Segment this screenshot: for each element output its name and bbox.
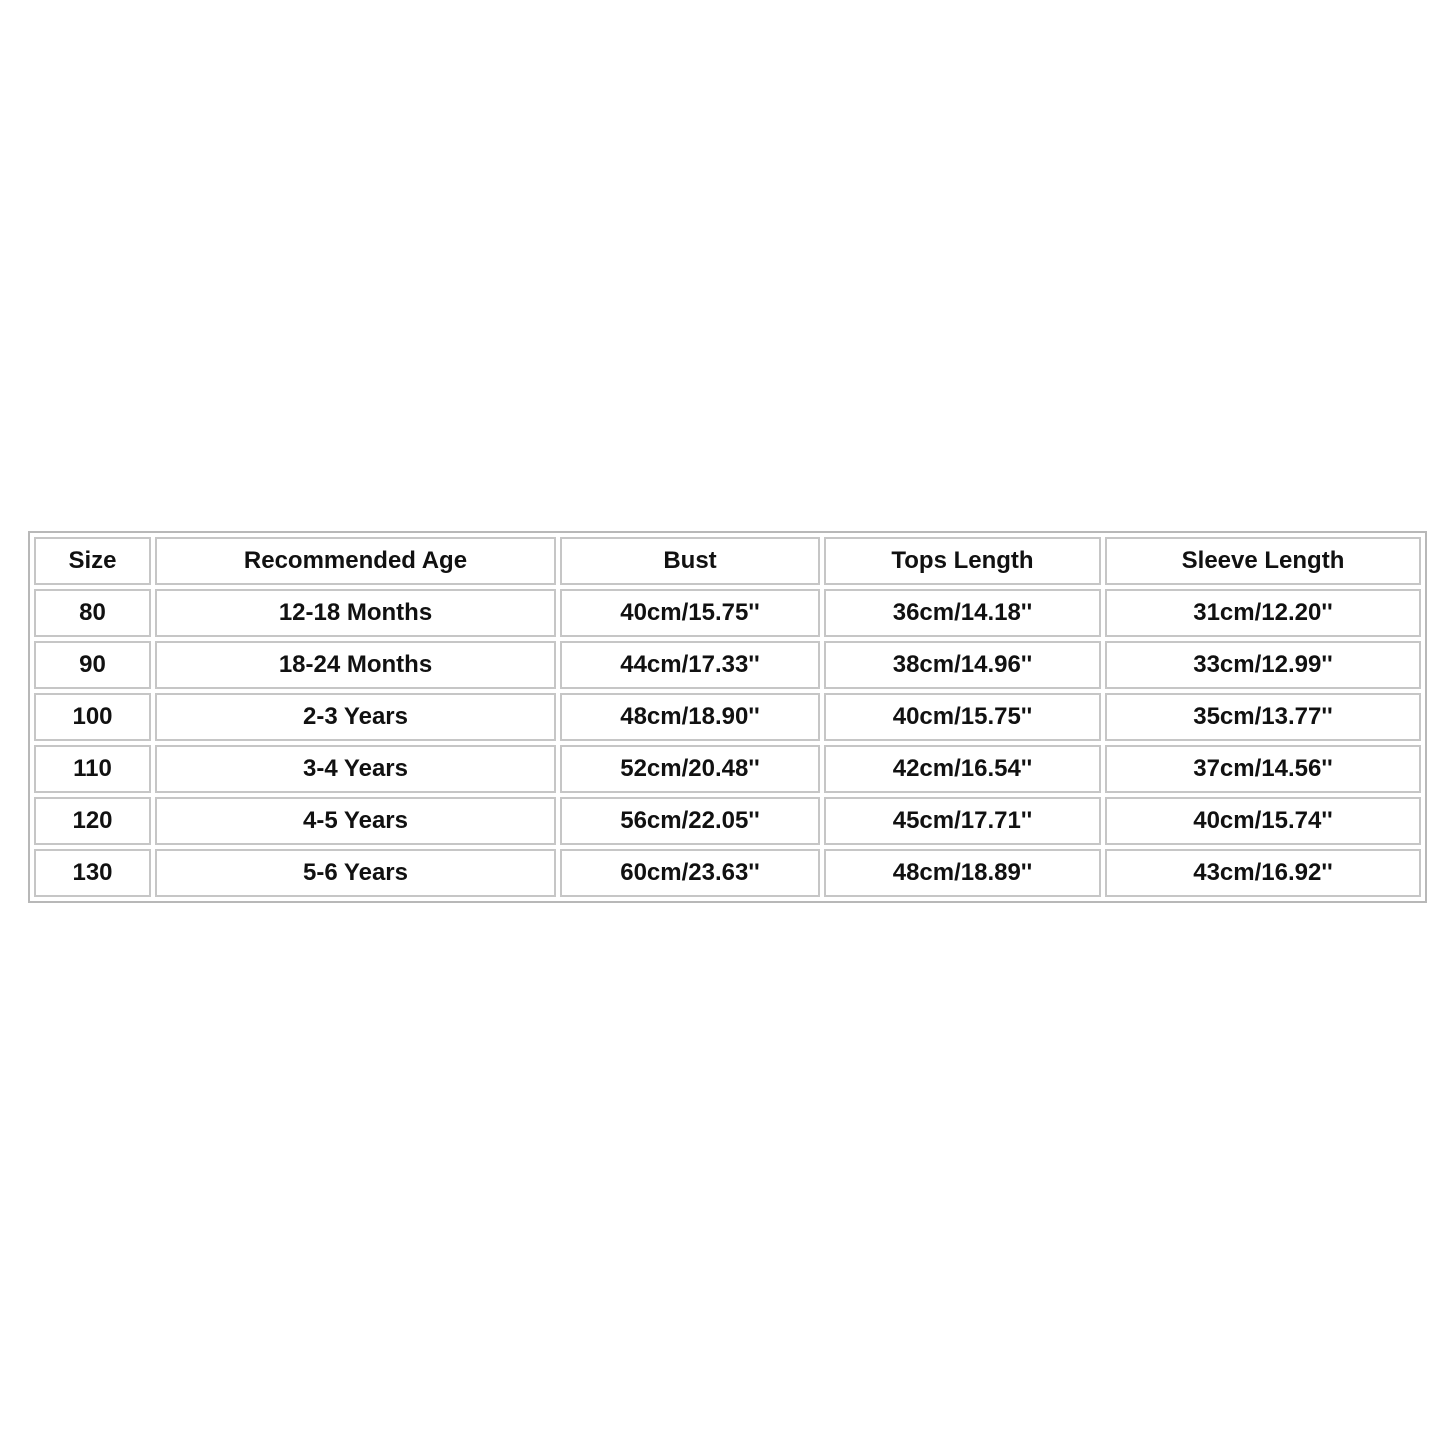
table-row — [34, 641, 1421, 689]
cell-recommended-age: 2-3 Years — [155, 693, 556, 741]
cell-bust: 48cm/18.90'' — [560, 693, 820, 741]
cell-size: 90 — [34, 641, 151, 689]
cell-size: 110 — [34, 745, 151, 793]
cell-recommended-age: 3-4 Years — [155, 745, 556, 793]
cell-tops-length: 38cm/14.96'' — [824, 641, 1101, 689]
table-row — [34, 849, 1421, 897]
cell-sleeve-length: 43cm/16.92'' — [1105, 849, 1421, 897]
table-row — [34, 693, 1421, 741]
table-row — [34, 589, 1421, 637]
cell-recommended-age: 18-24 Months — [155, 641, 556, 689]
cell-bust: 60cm/23.63'' — [560, 849, 820, 897]
cell-tops-length: 45cm/17.71'' — [824, 797, 1101, 845]
header-bust: Bust — [560, 537, 820, 585]
cell-bust: 52cm/20.48'' — [560, 745, 820, 793]
cell-sleeve-length: 37cm/14.56'' — [1105, 745, 1421, 793]
cell-size: 100 — [34, 693, 151, 741]
table-row — [34, 745, 1421, 793]
table-header-row — [34, 537, 1421, 585]
cell-tops-length: 36cm/14.18'' — [824, 589, 1101, 637]
cell-bust: 44cm/17.33'' — [560, 641, 820, 689]
cell-bust: 40cm/15.75'' — [560, 589, 820, 637]
cell-recommended-age: 5-6 Years — [155, 849, 556, 897]
cell-size: 130 — [34, 849, 151, 897]
cell-tops-length: 42cm/16.54'' — [824, 745, 1101, 793]
cell-sleeve-length: 33cm/12.99'' — [1105, 641, 1421, 689]
cell-tops-length: 48cm/18.89'' — [824, 849, 1101, 897]
cell-sleeve-length: 40cm/15.74'' — [1105, 797, 1421, 845]
size-chart-table — [28, 531, 1427, 903]
header-recommended-age: Recommended Age — [155, 537, 556, 585]
cell-tops-length: 40cm/15.75'' — [824, 693, 1101, 741]
cell-size: 120 — [34, 797, 151, 845]
cell-sleeve-length: 35cm/13.77'' — [1105, 693, 1421, 741]
header-tops-length: Tops Length — [824, 537, 1101, 585]
cell-bust: 56cm/22.05'' — [560, 797, 820, 845]
table-row — [34, 797, 1421, 845]
header-sleeve-length: Sleeve Length — [1105, 537, 1421, 585]
header-size: Size — [34, 537, 151, 585]
cell-size: 80 — [34, 589, 151, 637]
cell-recommended-age: 12-18 Months — [155, 589, 556, 637]
cell-recommended-age: 4-5 Years — [155, 797, 556, 845]
cell-sleeve-length: 31cm/12.20'' — [1105, 589, 1421, 637]
